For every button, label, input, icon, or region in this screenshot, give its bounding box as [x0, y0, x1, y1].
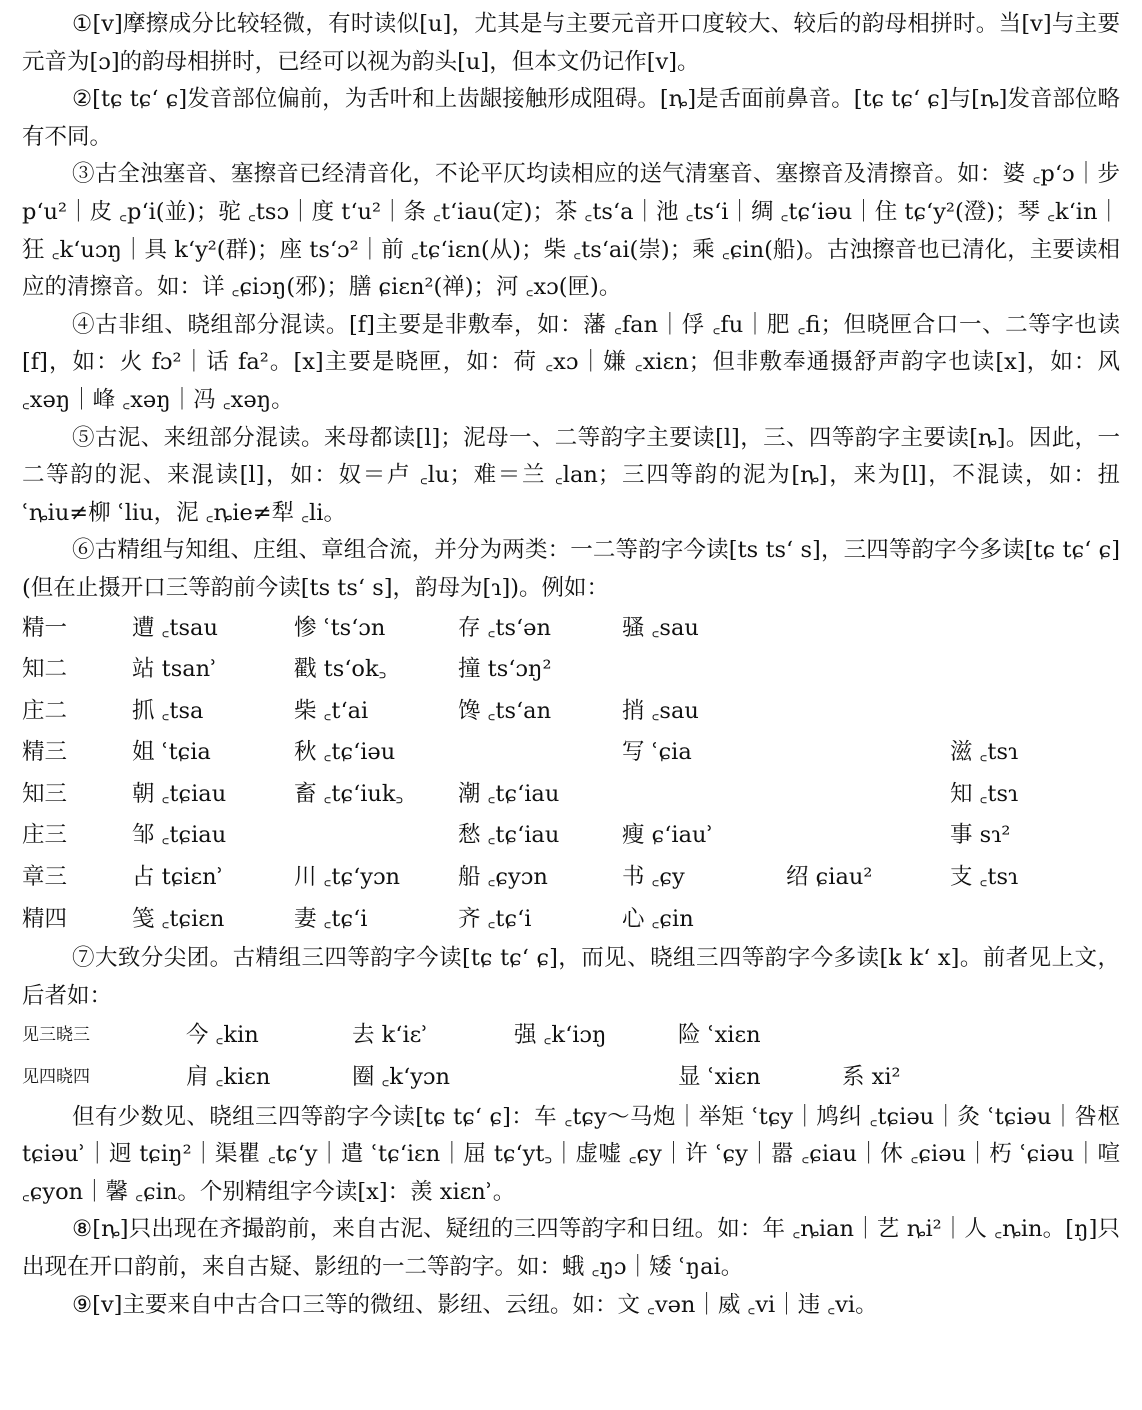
document-page [22, 6, 1120, 1324]
paragraph-5: ⑤古泥、来纽部分混读。来母都读[l]；泥母一、二等韵字主要读[l]，三、四等韵字主要读[ȵ]。因此，一二等韵的泥、来混读[l]，如：奴＝卢 ꜀lu；难＝兰 ꜀lan；三四等韵的泥为[ȵ]，来为[l]，不混读，如：扭 ʿȵiu≠柳 ʿliu，泥 ꜀ȵie≠犁 ꜀li。 [22, 424, 1120, 526]
paragraph-8: ⑧[ȵ]只出现在齐撮韵前，来自古泥、疑纽的三四等韵字和日纽。如：年 ꜀ȵian｜艺 ȵi²｜人 ꜀ȵin。[ŋ]只出现在开口韵前，来自古疑、影纽的一二等韵字。如：蛾 ꜀ŋɔ｜矮 ʿŋai。 [22, 1216, 1120, 1280]
example-cell: 潮 ꜀tɕ‘iau [458, 780, 560, 807]
example-cell: 显 ʿxiɛn [678, 1064, 761, 1091]
example-cell: 船 ꜀ɕyɔn [458, 864, 548, 891]
example-cell: 存 ꜀ts‘ən [458, 614, 551, 641]
table-row [22, 774, 1120, 816]
paragraph-7b: 但有少数见、晓组三四等韵字今读[tɕ tɕ‘ ɕ]：车 ꜀tɕy～马炮｜举矩 ʿtɕy｜鸠纠 ꜀tɕiəu｜灸 ʿtɕiəu｜咎枢 tɕiəuʾ｜迥 tɕiŋ²｜渠瞿 ꜀tɕ‘y｜遣 ʿtɕ‘iɛn｜屈 tɕ‘yt꜆｜虚嘘 ꜀ɕy｜许 ʿɕy｜嚣 ꜀ɕiau｜休 ꜀ɕiəu｜朽 ʿɕiəu｜喧 ꜀ɕyon｜馨 ꜀ɕin。个别精组字今读[x]：羡 xiɛnʾ。 [22, 1103, 1120, 1205]
paragraph-1: ①[v]摩擦成分比较轻微，有时读似[u]，尤其是与主要元音开口度较大、较后的韵母相拼时。当[v]与主要元音为[ɔ]的韵母相拼时，已经可以视为韵头[u]，但本文仍记作[v]。 [22, 11, 1120, 75]
example-cell: 骚 ꜀sau [622, 614, 699, 641]
example-cell: 川 ꜀tɕ‘yɔn [294, 864, 401, 891]
row-label: 精三 [22, 739, 68, 766]
example-cell: 遭 ꜀tsau [132, 614, 218, 641]
example-cell: 齐 ꜀tɕ‘i [458, 905, 532, 932]
example-cell: 事 sɿ² [950, 822, 1011, 849]
example-cell: 撞 ts‘ɔŋ² [458, 656, 552, 683]
example-cell: 险 ʿxiɛn [678, 1022, 761, 1049]
table-row [22, 649, 1120, 691]
example-cell: 捎 ꜀sau [622, 697, 699, 724]
example-cell: 支 ꜀tsɿ [950, 864, 1019, 891]
table-row [22, 1015, 1120, 1057]
example-cell: 系 xi² [842, 1064, 901, 1091]
example-cell: 肩 ꜀kiɛn [186, 1064, 271, 1091]
example-cell: 今 ꜀kin [186, 1022, 259, 1049]
row-label: 精四 [22, 905, 68, 932]
example-cell: 姐 ʿtɕia [132, 739, 211, 766]
paragraph-4: ④古非组、晓组部分混读。[f]主要是非敷奉，如：藩 ꜀fan｜俘 ꜀fu｜肥 ꜀fi；但晓匣合口一、二等字也读[f]，如：火 fɔ²｜话 fa²。[x]主要是晓匣，如：荷 ꜀xɔ｜嫌 ꜀xiɛn；但非敷奉通摄舒声韵字也读[x]，如：风 ꜀xəŋ｜峰 ꜀xəŋ｜冯 ꜀xəŋ。 [22, 311, 1120, 413]
example-cell: 滋 ꜀tsɿ [950, 739, 1019, 766]
row-label: 知二 [22, 656, 68, 683]
example-cell: 愁 ꜀tɕ‘iau [458, 822, 560, 849]
example-cell: 惨 ʿts‘ɔn [294, 614, 386, 641]
row-label: 庄三 [22, 822, 68, 849]
jian-xiao-table [22, 1015, 1120, 1098]
example-cell: 妻 ꜀tɕ‘i [294, 905, 368, 932]
table-row [22, 857, 1120, 899]
paragraph-3: ③古全浊塞音、塞擦音已经清音化，不论平仄均读相应的送气清塞音、塞擦音及清擦音。如：婆 ꜀p‘ɔ｜步 p‘u²｜皮 ꜀p‘i(並)；驼 ꜀tsɔ｜度 t‘u²｜条 ꜀t‘iau(定)；茶 ꜀ts‘a｜池 ꜀ts‘i｜绸 ꜀tɕ‘iəu｜住 tɕ‘y²(澄)；琴 ꜀k‘in｜狂 ꜀k‘uɔŋ｜具 k‘y²(群)；座 ts‘ɔ²｜前 ꜀tɕ‘iɛn(从)；柴 ꜀ts‘ai(崇)；乘 ꜀ɕin(船)。古浊擦音也已清化，主要读相应的清擦音。如：详 ꜀ɕiɔŋ(邪)；膳 ɕiɛn²(禅)；河 ꜀xɔ(匣)。 [22, 161, 1120, 301]
table-row [22, 899, 1120, 941]
row-label: 见三晓三 [22, 1025, 90, 1046]
row-label: 章三 [22, 864, 68, 891]
table-row [22, 815, 1120, 857]
example-cell: 邹 ꜀tɕiau [132, 822, 227, 849]
example-cell: 馋 ꜀ts‘an [458, 697, 552, 724]
example-cell: 瘦 ɕ‘iauʾ [622, 822, 714, 849]
table-row [22, 608, 1120, 650]
example-cell: 圈 ꜀k‘yɔn [352, 1064, 451, 1091]
row-label: 知三 [22, 780, 68, 807]
example-cell: 绍 ɕiau² [786, 864, 873, 891]
example-cell: 畜 ꜀tɕ‘iuk꜆ [294, 780, 404, 807]
row-label: 庄二 [22, 697, 68, 724]
paragraph-2: ②[tɕ tɕ‘ ɕ]发音部位偏前，为舌叶和上齿龈接触形成阻碍。[ȵ]是舌面前鼻音。[tɕ tɕ‘ ɕ]与[ȵ]发音部位略有不同。 [22, 86, 1120, 150]
table-row [22, 691, 1120, 733]
example-cell: 知 ꜀tsɿ [950, 780, 1019, 807]
example-cell: 柴 ꜀t‘ai [294, 697, 369, 724]
row-label: 见四晓四 [22, 1067, 90, 1088]
example-cell: 戳 ts‘ok꜆ [294, 656, 387, 683]
row-label: 精一 [22, 614, 68, 641]
paragraph-7: ⑦大致分尖团。古精组三四等韵字今读[tɕ tɕ‘ ɕ]，而见、晓组三四等韵字今多读[k k‘ x]。前者见上文，后者如： [22, 945, 1120, 1009]
example-cell: 站 tsanʾ [132, 656, 218, 683]
initials-table [22, 608, 1120, 941]
example-cell: 强 ꜀k‘iɔŋ [514, 1022, 607, 1049]
example-cell: 抓 ꜀tsa [132, 697, 204, 724]
paragraph-6: ⑥古精组与知组、庄组、章组合流，并分为两类：一二等韵字今读[ts ts‘ s]，三四等韵字今多读[tɕ tɕ‘ ɕ](但在止摄开口三等韵前今读[ts ts‘ s]，韵母为[ɿ])。例如： [22, 537, 1120, 601]
example-cell: 秋 ꜀tɕ‘iəu [294, 739, 396, 766]
table-row [22, 732, 1120, 774]
example-cell: 写 ʿɕia [622, 739, 692, 766]
example-cell: 去 k‘iɛʾ [352, 1022, 429, 1049]
example-cell: 朝 ꜀tɕiau [132, 780, 227, 807]
paragraph-9: ⑨[v]主要来自中古合口三等的微纽、影纽、云纽。如：文 ꜀vən｜威 ꜀vi｜违 ꜀vi。 [72, 1291, 878, 1318]
example-cell: 笺 ꜀tɕiɛn [132, 905, 225, 932]
table-row [22, 1057, 1120, 1099]
example-cell: 书 ꜀ɕy [622, 864, 685, 891]
example-cell: 占 tɕiɛnʾ [132, 864, 224, 891]
example-cell: 心 ꜀ɕin [622, 905, 694, 932]
